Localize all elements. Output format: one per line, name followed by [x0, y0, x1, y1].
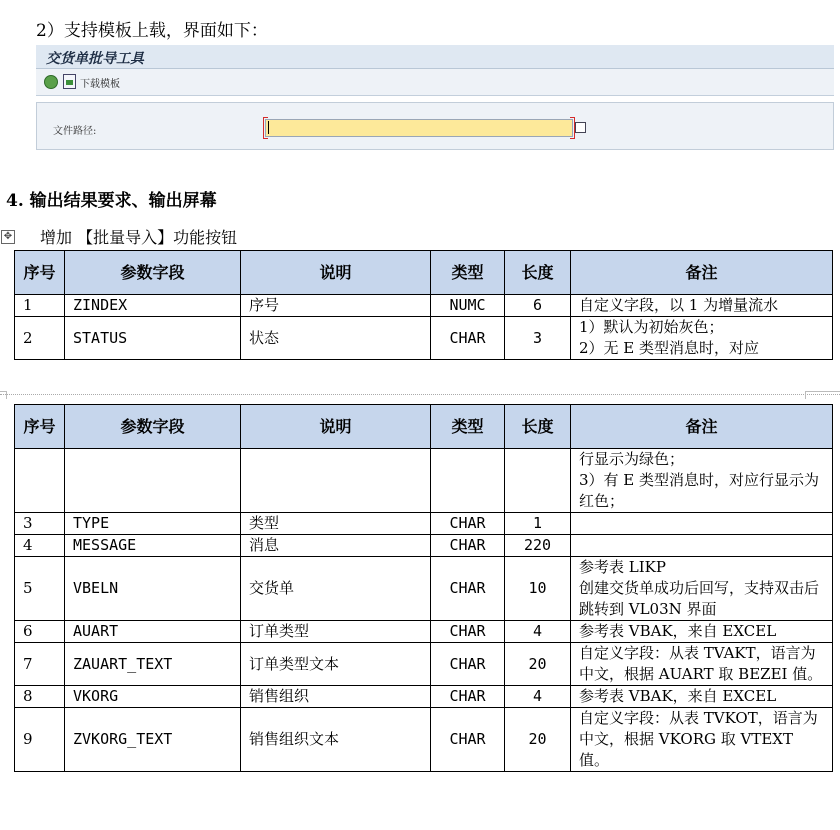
execute-icon[interactable]: [44, 75, 58, 89]
cell-desc: 消息: [241, 535, 431, 557]
table-move-handle-icon[interactable]: ✥: [1, 230, 15, 244]
cell-field: VBELN: [65, 557, 241, 621]
cell-field: MESSAGE: [65, 535, 241, 557]
cell-no: 5: [15, 557, 65, 621]
cell-no: 7: [15, 643, 65, 686]
table-row: [15, 686, 833, 708]
cell-len: 3: [505, 317, 571, 360]
header-field: 参数字段: [65, 251, 241, 295]
cell-note: [571, 535, 833, 557]
header-field: 参数字段: [65, 405, 241, 449]
note-line: 参考表 VBAK，来自 EXCEL: [579, 622, 777, 640]
note-line: 1）默认为初始灰色；: [579, 318, 724, 336]
cell-no: 4: [15, 535, 65, 557]
cell-no: [15, 449, 65, 513]
cell-field: [65, 449, 241, 513]
cell-len: 6: [505, 295, 571, 317]
cell-len: 4: [505, 686, 571, 708]
cell-desc: 交货单: [241, 557, 431, 621]
page-break-line: [0, 394, 840, 395]
table-header-row: [15, 251, 833, 295]
header-note: 备注: [571, 405, 833, 449]
cell-len: 10: [505, 557, 571, 621]
note-line: 3）有 E 类型消息时，对应行显示为红色；: [579, 471, 820, 510]
note-line: 自定义字段：从表 TVAKT，语言为中文，根据 AUART 取 BEZEI 值。: [579, 644, 823, 683]
note-line: 自定义字段：从表 TVKOT，语言为中文，根据 VKORG 取 VTEXT 值。: [579, 709, 818, 769]
cell-type: CHAR: [431, 535, 505, 557]
cell-no: 2: [15, 317, 65, 360]
table-row: [15, 708, 833, 772]
file-path-input[interactable]: [265, 119, 573, 137]
cell-field: VKORG: [65, 686, 241, 708]
cell-desc: 订单类型: [241, 621, 431, 643]
header-no: 序号: [15, 405, 65, 449]
cell-note: [571, 295, 833, 317]
cell-len: 20: [505, 643, 571, 686]
cell-type: CHAR: [431, 317, 505, 360]
cell-no: 3: [15, 513, 65, 535]
cell-no: 1: [15, 295, 65, 317]
cell-type: CHAR: [431, 686, 505, 708]
cell-len: 220: [505, 535, 571, 557]
cell-len: 1: [505, 513, 571, 535]
param-table-part1: [14, 250, 833, 360]
note-line: 参考表 VBAK，来自 EXCEL: [579, 687, 777, 705]
note-line: 参考表 LIKP: [579, 558, 666, 576]
text-caret: [268, 121, 269, 134]
cell-type: CHAR: [431, 708, 505, 772]
cell-field: ZINDEX: [65, 295, 241, 317]
page-break-mark-left: [0, 391, 7, 399]
header-desc: 说明: [241, 251, 431, 295]
cell-desc: 序号: [241, 295, 431, 317]
cell-type: [431, 449, 505, 513]
cell-field: STATUS: [65, 317, 241, 360]
cell-desc: 状态: [241, 317, 431, 360]
cell-desc: 类型: [241, 513, 431, 535]
cell-desc: 销售组织文本: [241, 708, 431, 772]
cell-no: 6: [15, 621, 65, 643]
cell-type: CHAR: [431, 621, 505, 643]
cell-len: 20: [505, 708, 571, 772]
cell-len: 4: [505, 621, 571, 643]
cell-field: ZVKORG_TEXT: [65, 708, 241, 772]
cell-field: AUART: [65, 621, 241, 643]
cell-len: [505, 449, 571, 513]
cell-note: [571, 708, 833, 772]
table-row: [15, 317, 833, 360]
sap-title: 交货单批导工具: [46, 51, 144, 67]
page-break-mark: [805, 391, 840, 399]
cell-type: NUMC: [431, 295, 505, 317]
cell-no: 9: [15, 708, 65, 772]
cell-no: 8: [15, 686, 65, 708]
section-heading: 4. 输出结果要求、输出屏幕: [6, 191, 217, 211]
cell-type: CHAR: [431, 643, 505, 686]
note-line: 2）无 E 类型消息时，对应: [579, 339, 760, 357]
header-type: 类型: [431, 251, 505, 295]
header-len: 长度: [505, 405, 571, 449]
table-row: [15, 513, 833, 535]
table-row: [15, 535, 833, 557]
sap-title-bar: [36, 45, 834, 69]
section-subtext: 增加 【批量导入】功能按钮: [40, 228, 238, 247]
table-row: [15, 557, 833, 621]
header-len: 长度: [505, 251, 571, 295]
cell-note: [571, 686, 833, 708]
cell-note: [571, 513, 833, 535]
header-type: 类型: [431, 405, 505, 449]
note-line: 自定义字段，以 1 为增量流水: [579, 296, 779, 314]
header-note: 备注: [571, 251, 833, 295]
cell-note: [571, 557, 833, 621]
cell-desc: 销售组织: [241, 686, 431, 708]
cell-field: ZAUART_TEXT: [65, 643, 241, 686]
cell-desc: 订单类型文本: [241, 643, 431, 686]
sap-toolbar: [36, 69, 834, 96]
cell-desc: [241, 449, 431, 513]
file-browse-icon[interactable]: [575, 122, 586, 133]
header-desc: 说明: [241, 405, 431, 449]
cell-type: CHAR: [431, 513, 505, 535]
cell-field: TYPE: [65, 513, 241, 535]
table-row: [15, 449, 833, 513]
cell-type: CHAR: [431, 557, 505, 621]
download-template-button[interactable]: 下载模板: [80, 79, 120, 90]
table-row: [15, 621, 833, 643]
param-table-part2: [14, 404, 833, 772]
cell-note: [571, 621, 833, 643]
note-line: 创建交货单成功后回写，支持双击后跳转到 VL03N 界面: [579, 579, 820, 618]
table-row: [15, 643, 833, 686]
cell-note: [571, 643, 833, 686]
intro-text: 2）支持模板上载，界面如下：: [36, 21, 268, 41]
sap-selection-frame: [36, 102, 834, 150]
cell-note: [571, 449, 833, 513]
download-template-icon[interactable]: [63, 74, 76, 89]
header-no: 序号: [15, 251, 65, 295]
table-row: [15, 295, 833, 317]
cell-note: [571, 317, 833, 360]
table-header-row: [15, 405, 833, 449]
note-line: 行显示为绿色；: [579, 450, 685, 468]
file-path-label: 文件路径:: [53, 126, 97, 137]
